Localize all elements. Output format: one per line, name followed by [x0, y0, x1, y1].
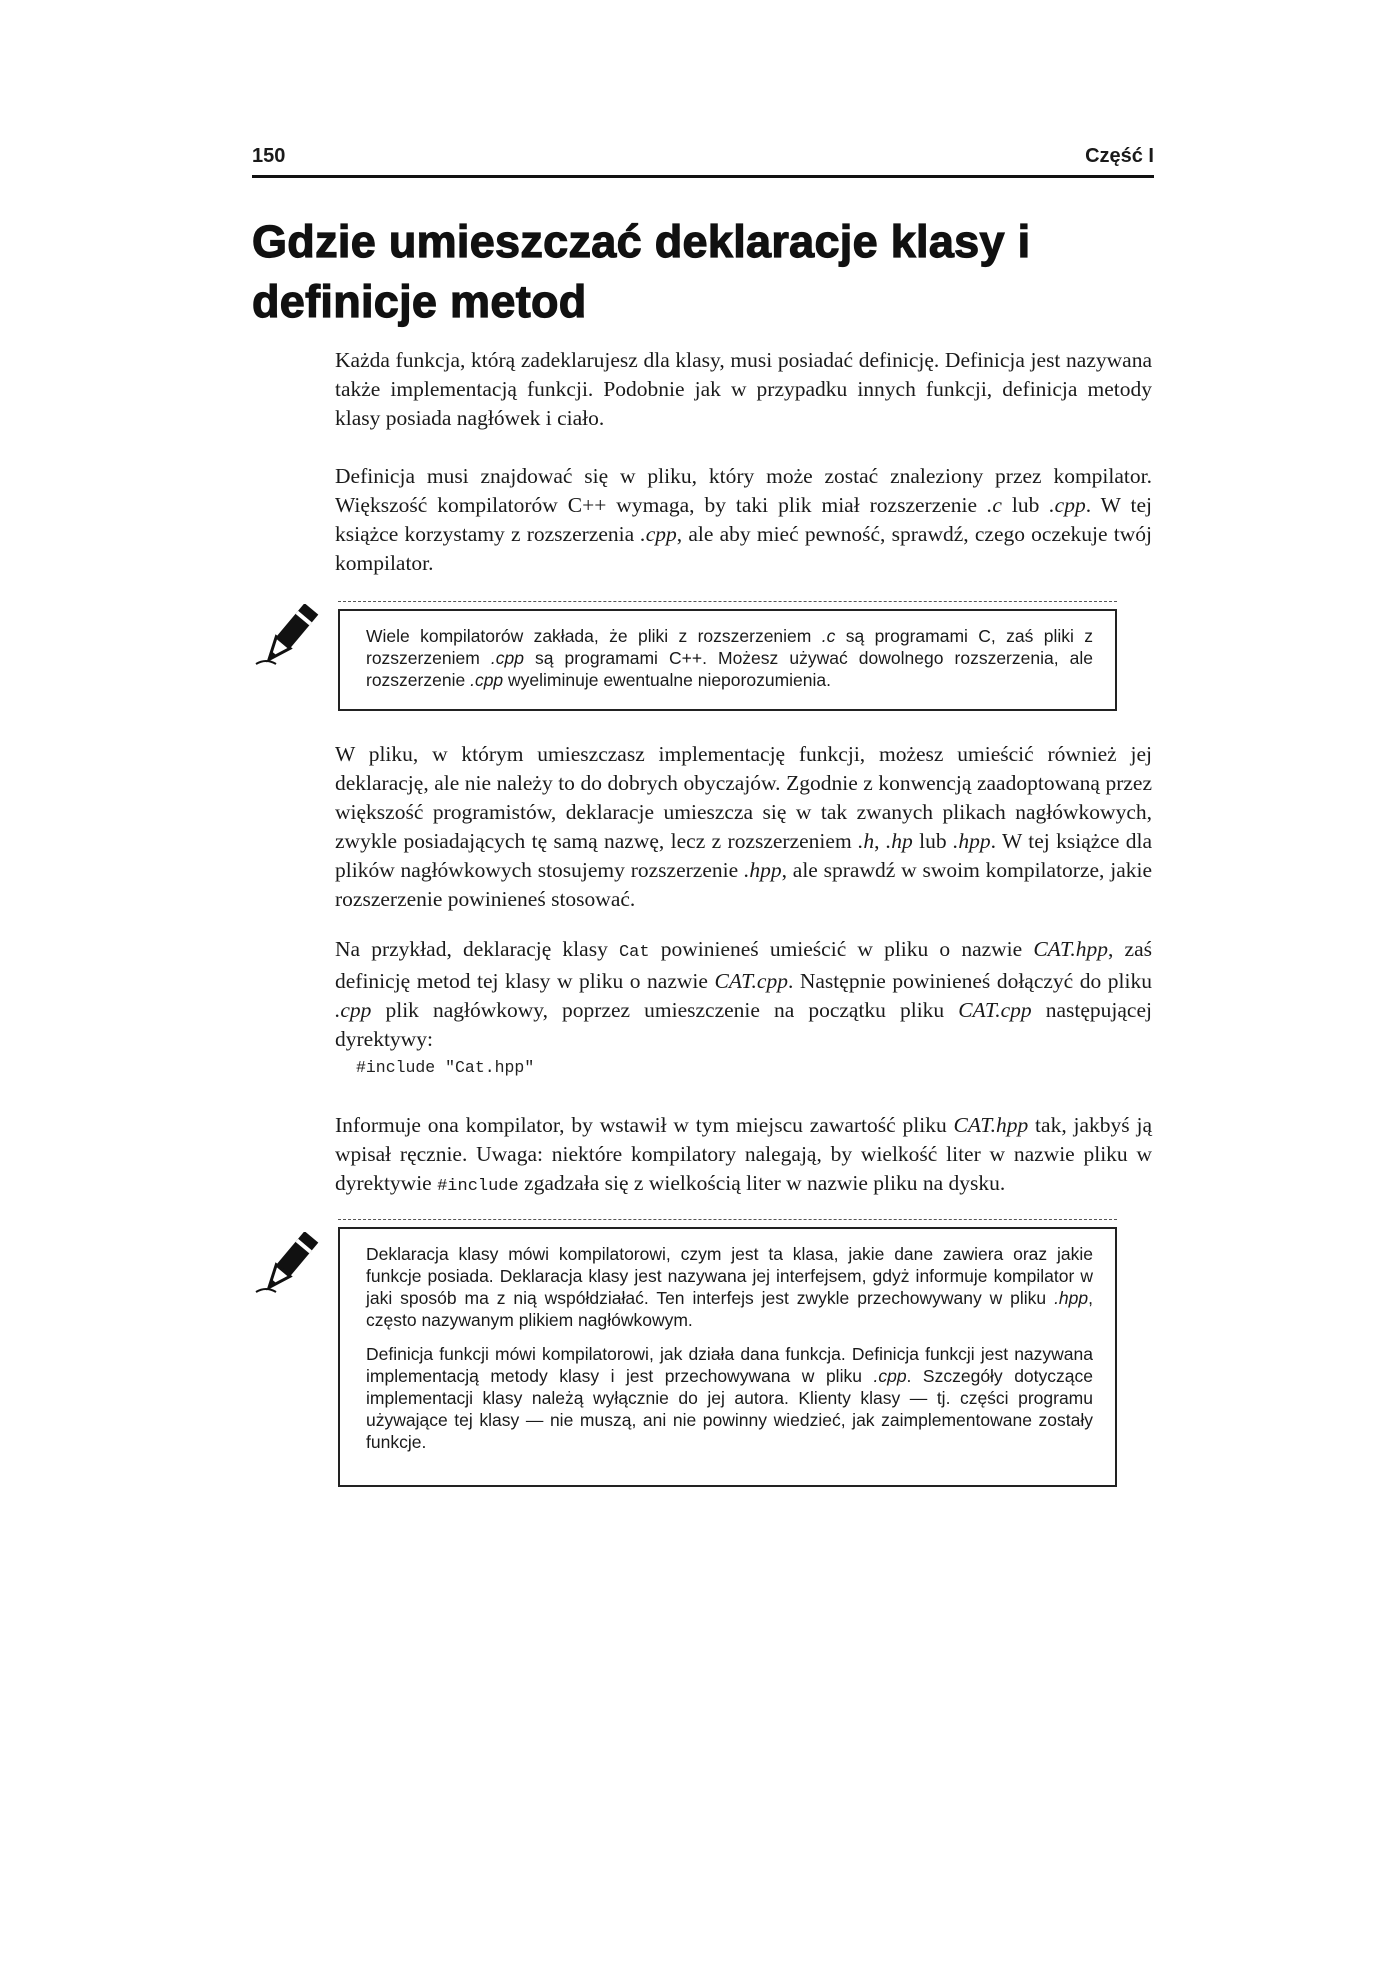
- note-box-1: [338, 609, 1117, 711]
- note-box-2: [338, 1227, 1117, 1487]
- paragraph-3: W pliku, w którym umieszczasz implementację funkcji, możesz umieścić również jej deklarację, ale nie należy to do dobrych obyczajów. Zgodnie z konwencją zaadoptowaną przez większość programistów, deklaracje umieszcza się w tak zwanych plikach nagłówkowych, zwykle posiadających tę samą nazwę, lecz z rozszerzeniem .h, .hp lub .hpp. W tej książce dla plików nagłówkowych stosujemy rozszerzenie .hpp, ale sprawdź w swoim kompilatorze, jakie rozszerzenie powinieneś stosować.: [335, 742, 1153, 911]
- page-header: [252, 143, 1154, 178]
- paragraph-1: Każda funkcja, którą zadeklarujesz dla klasy, musi posiadać definicję. Definicja jest nazywana także implementacją funkcji. Podobnie jak w przypadku innych funkcji, definicja metody klasy posiada nagłówek i ciało.: [335, 348, 1152, 430]
- pencil-note-icon: [254, 604, 320, 672]
- part-label: Część I: [1085, 145, 1154, 167]
- paragraph-2: Definicja musi znajdować się w pliku, który może zostać znaleziony przez kompilator. Większość kompilatorów C++ wymaga, by taki plik miał rozszerzenie .c lub .cpp. W tej książce korzystamy z rozszerzenia .cpp, ale aby mieć pewność, sprawdź, czego oczekuje twój kompilator.: [335, 464, 1153, 575]
- note-2-paragraph-1: Deklaracja klasy mówi kompilatorowi, czym jest ta klasa, jakie dane zawiera oraz jakie funkcje posiada. Deklaracja klasy jest nazywana jej interfejsem, gdyż informuje kompilator w jaki sposób ma z nią współdziałać. Ten interfejs jest zwykle przechowywany w pliku .hpp, często nazywanym plikiem nagłówkowym.: [366, 1244, 1093, 1330]
- note-1-text: Wiele kompilatorów zakłada, że pliki z rozszerzeniem .c są programami C, zaś pliki z rozszerzeniem .cpp są programami C++. Możesz używać dowolnego rozszerzenia, ale rozszerzenie .cpp wyeliminuje ewentualne nieporozumienia.: [366, 626, 1093, 690]
- paragraph-5: Informuje ona kompilator, by wstawił w tym miejscu zawartość pliku CAT.hpp tak, jakbyś ją wpisał ręcznie. Uwaga: niektóre kompilatory nalegają, by wielkość liter w nazwie pliku w dyrektywie #include zgadzała się z wielkością liter w nazwie pliku na dysku.: [335, 1113, 1152, 1196]
- paragraph-4: Na przykład, deklarację klasy Cat powinieneś umieścić w pliku o nazwie CAT.hpp, zaś definicję metod tej klasy w pliku o nazwie CAT.cpp. Następnie powinieneś dołączyć do pliku .cpp plik nagłówkowy, poprzez umieszczenie na początku pliku CAT.cpp następującej dyrektywy:: [335, 937, 1152, 1051]
- note-2-paragraph-2: Definicja funkcji mówi kompilatorowi, jak działa dana funkcja. Definicja funkcji jest nazywana implementacją metody klasy i jest przechowywana w pliku .cpp. Szczegóły dotyczące implementacji klasy należą wyłącznie do jej autora. Klienty klasy — tj. części programu używające tej klasy — nie muszą, ani nie powinny wiedzieć, jak zaimplementowane zostały funkcje.: [366, 1344, 1093, 1452]
- page-number: 150: [252, 145, 286, 167]
- code-include-directive: #include "Cat.hpp": [356, 1058, 535, 1077]
- pencil-note-icon: [254, 1232, 320, 1300]
- section-title: Gdzie umieszczać deklaracje klasy i definicje metod: [252, 216, 1031, 327]
